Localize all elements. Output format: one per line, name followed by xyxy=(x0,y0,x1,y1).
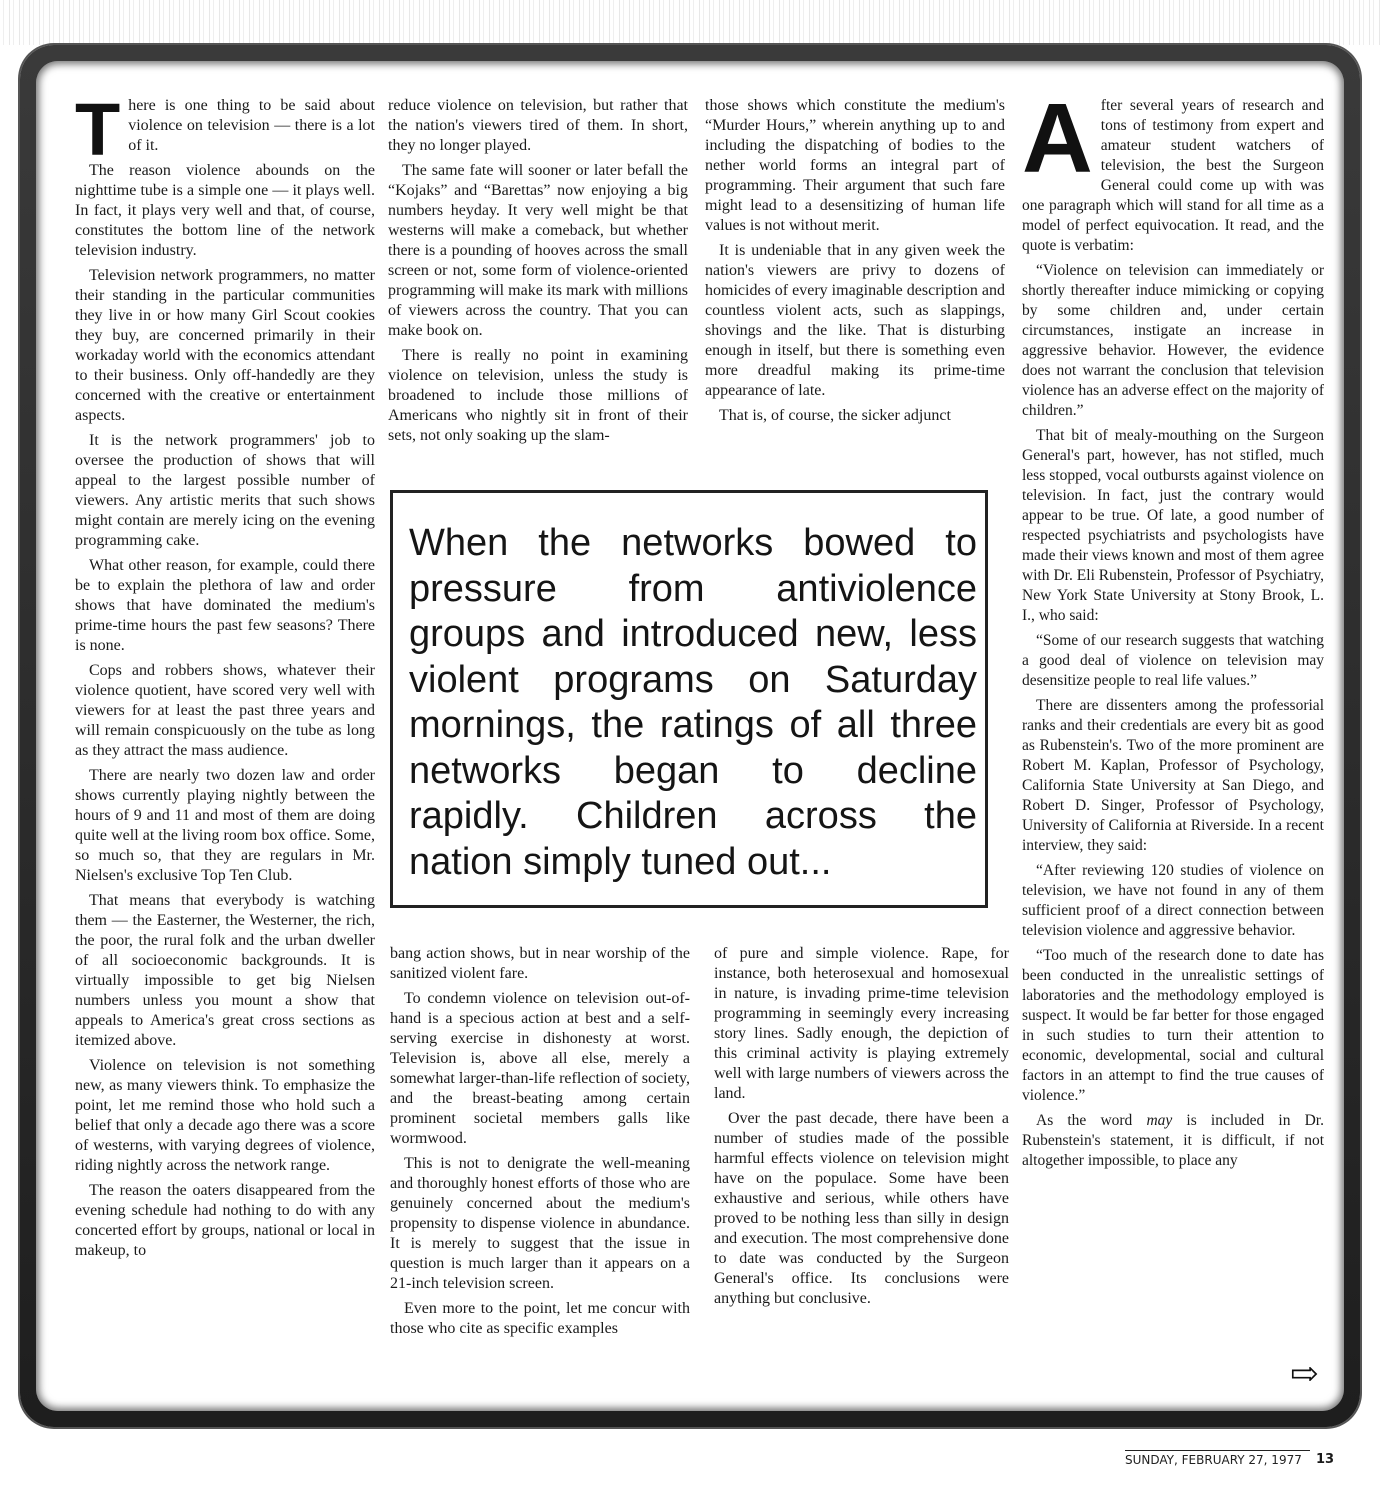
paragraph: Even more to the point, let me concur with those who cite as specific examples xyxy=(390,1300,690,1337)
paragraph: Over the past decade, there have been a number of studies made of the possible harmful effects violence on television might have on the populace. Some have been exhaustive and serious, while others have proved to be nothing less than silly in design and execution. The most comprehensive done to date was conducted by the Surgeon General's office. Its conclusions were anything but conclusive. xyxy=(714,1110,1009,1307)
column-3-bottom xyxy=(714,944,1009,1354)
lead-paragraph xyxy=(1022,96,1324,256)
paragraph: That is, of course, the sicker adjunct xyxy=(719,407,951,424)
text: is included in Dr. Rubenstein's statement, it is difficult, if not altogether impossible, to place any xyxy=(1022,1112,1324,1169)
column-2-bottom xyxy=(390,944,690,1359)
paragraph: There are dissenters among the professorial ranks and their credentials are every bit as good as Rubenstein's. Two of the more prominent are Robert M. Kaplan, Professor of Psychology, California State University at San Diego, and Robert D. Singer, Professor of Psychology, University of California at Riverside. In a recent interview, they said: xyxy=(1022,697,1324,854)
footer-date: SUNDAY, FEBRUARY 27, 1977 xyxy=(1125,1450,1310,1467)
lead-paragraph xyxy=(75,96,375,171)
drop-cap: T xyxy=(75,96,121,171)
paragraph: This is not to denigrate the well-meaning and thoroughly honest efforts of those who are genuinely concerned about the medium's propensity to dispense violence in abundance. It is merely to suggest that the issue in question is much larger than it appears on a 21-inch television screen. xyxy=(390,1155,690,1292)
paragraph: reduce violence on television, but rather that the nation's viewers tired of them. In short, they no longer played. xyxy=(388,97,688,154)
pull-quote: When the networks bowed to pressure from antiviolence groups and introduced new, less violent programs on Saturday mornings, the ratings of all three networks began to decline rapidly. Children across the nation simply tuned out... xyxy=(390,490,988,908)
paragraph: “Too much of the research done to date has been conducted in the unrealistic settings of laboratories and the methodology employed is suspect. It would be far better for those engaged in such studies to turn their attention to economic, developmental, social and cultural factors in an attempt to find the true causes of violence.” xyxy=(1022,947,1324,1104)
italic-word: may xyxy=(1146,1112,1173,1129)
column-2-top xyxy=(388,96,688,466)
column-3-top xyxy=(705,96,1005,468)
paragraph: That means that everybody is watching them — the Easterner, the Westerner, the rich, the poor, the rural folk and the urban dweller of all socioeconomic backgrounds. It is virtually impossible to get big Nielsen numbers unless you mount a show that appeals to America's great cross sections as itemized above. xyxy=(75,892,375,1049)
paragraph: of pure and simple violence. Rape, for instance, both heterosexual and homosexual in nature, is invading prime-time television programming in seemingly every increasing story lines. Sadly enough, the depiction of this criminal activity is playing extremely well with large numbers of viewers across the land. xyxy=(714,945,1009,1102)
paragraph: “After reviewing 120 studies of violence on television, we have not found in any of them sufficient proof of a direct connection between television violence and aggressive behavior. xyxy=(1022,862,1324,939)
drop-cap: A xyxy=(1022,96,1093,193)
paragraph: The reason the oaters disappeared from the evening schedule had nothing to do with any concerted effort by groups, national or local in makeup, to xyxy=(75,1182,375,1259)
paragraph: The same fate will sooner or later befall the “Kojaks” and “Barettas” now enjoying a big numbers heyday. It very well might be that westerns will make a comeback, but whether there is a pounding of hooves across the small screen or not, some form of violence-oriented programming will make its mark with millions of viewers across the country. That you can make book on. xyxy=(388,162,688,339)
paragraph: To condemn violence on television out-of-hand is a specious action at best and a self-serving exercise in dishonesty at worst. Television is, above all else, merely a somewhat larger-than-life reflection of society, and the breast-beating among certain prominent societal members galls like wormwood. xyxy=(390,990,690,1147)
paragraph: Violence on television is not something new, as many viewers think. To emphasize the point, let me remind those who hold such a belief that only a decade ago there was a score of westerns, with varying degrees of violence, riding nightly across the network range. xyxy=(75,1057,375,1174)
paragraph: What other reason, for example, could there be to explain the plethora of law and order shows that have dominated the medium's prime-time hours the past few seasons? There is none. xyxy=(75,557,375,654)
column-4 xyxy=(1022,96,1324,1358)
scan-noise xyxy=(0,0,1380,45)
column-1 xyxy=(75,96,375,1354)
paragraph: Cops and robbers shows, whatever their violence quotient, have scored very well with viewers for at least the past three years and will remain conspicuously on the tube as long as they attract the mass audience. xyxy=(75,662,375,759)
paragraph: There is really no point in examining violence on television, unless the study is broadened to include those millions of Americans who nightly sit in front of their sets, not only soaking up the slam- xyxy=(388,347,688,444)
text: As the word xyxy=(1036,1112,1147,1129)
paragraph: There are nearly two dozen law and order shows currently playing nightly between the hours of 9 and 11 and most of them are doing quite well at the living room box office. Some, so much so, that they are regulars in Mr. Nielsen's exclusive Top Ten Club. xyxy=(75,767,375,884)
paragraph: “Violence on television can immediately or shortly thereafter induce mimicking or copying by some children and, under certain circumstances, instigate an increase in aggressive behavior. However, the evidence does not warrant the conclusion that television violence has an adverse effect on the majority of children.” xyxy=(1022,262,1324,419)
paragraph: That bit of mealy-mouthing on the Surgeon General's part, however, has not stifled, much less stopped, vocal outbursts against violence on television. In fact, just the contrary would appear to be true. Of late, a good number of respected psychiatrists and psychologists have made their views known and most of them agree with Dr. Eli Rubenstein, Professor of Psychiatry, New York State University at Stony Brook, L. I., who said: xyxy=(1022,427,1324,624)
paragraph xyxy=(1022,1111,1324,1171)
paragraph: It is undeniable that in any given week the nation's viewers are privy to dozens of homicides of every imaginable description and countless violent acts, such as slappings, shovings and the like. That is disturbing enough in itself, but there is something even more dreadful making its prime-time appearance of late. xyxy=(705,242,1005,399)
paragraph: bang action shows, but in near worship of the sanitized violent fare. xyxy=(390,945,690,982)
paragraph: It is the network programmers' job to oversee the production of shows that will appeal to the largest possible number of viewers. Any artistic merits that such shows might contain are merely icing on the evening programming cake. xyxy=(75,432,375,549)
paragraph: those shows which constitute the medium's “Murder Hours,” wherein anything up to and including the dispatching of bodies to the nether world forms an integral part of programming. Their argument that such fare might lead to a desensitizing of human life values is not without merit. xyxy=(705,97,1005,234)
paragraph: Television network programmers, no matter their standing in the particular communities they live in or how many Girl Scout cookies they buy, are concerned primarily in their workaday world with the economics attendant to their business. Only off-handedly are they concerned with the creative or entertainment aspects. xyxy=(75,267,375,424)
paragraph: The reason violence abounds on the nighttime tube is a simple one — it plays well. In fact, it plays very well and that, of course, constitutes the bottom line of the network television industry. xyxy=(75,162,375,259)
paragraph: “Some of our research suggests that watching a good deal of violence on television may desensitize people to real life values.” xyxy=(1022,632,1324,689)
right-arrow-icon: ⇨ xyxy=(1290,1356,1319,1393)
lead-text: here is one thing to be said about violence on television — there is a lot of it. xyxy=(128,97,375,154)
page-number: 13 xyxy=(1316,1452,1335,1467)
lead-text: fter several years of research and tons of testimony from expert and amateur student watchers of television, the best the Surgeon General could come up with was one paragraph which will stand for all time as a model of perfect equivocation. It read, and the quote is verbatim: xyxy=(1022,97,1324,254)
